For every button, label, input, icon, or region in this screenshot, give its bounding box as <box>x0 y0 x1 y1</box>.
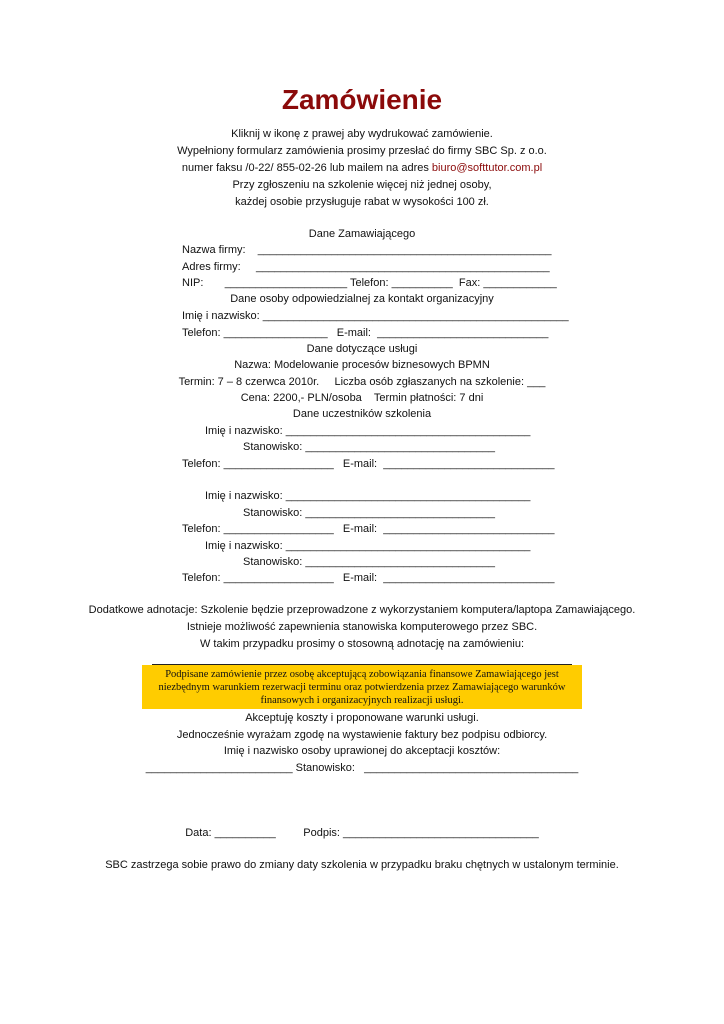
contact-heading: Dane osoby odpowiedzialnej za kontakt organizacyjny <box>230 293 494 305</box>
participant-2-name-field[interactable]: Imię i nazwisko: ________________________________________ <box>205 490 531 502</box>
participant-2-position-field[interactable]: Stanowisko: _______________________________ <box>243 507 496 519</box>
participant-1-name-field[interactable]: Imię i nazwisko: ________________________________________ <box>205 425 531 437</box>
service-name: Nazwa: Modelowanie procesów biznesowych BPMN <box>234 359 490 371</box>
notes-line-3: W takim przypadku prosimy o stosowną adnotację na zamówieniu: <box>199 638 525 650</box>
participant-1-phone-email-row[interactable]: Telefon: __________________ E-mail: ____________________________ <box>182 458 555 470</box>
service-heading: Dane dotyczące usługi <box>306 343 418 355</box>
contact-phone-email-row[interactable]: Telefon: _________________ E-mail: ____________________________ <box>182 327 549 339</box>
nip-phone-fax-row[interactable]: NIP: ____________________ Telefon: __________ Fax: ____________ <box>182 277 557 289</box>
acceptance-line-2: Jednocześnie wyrażam zgodę na wystawienie faktury bez podpisu odbiorcy. <box>176 729 548 741</box>
acceptance-line-1: Akceptuję koszty i proponowane warunki usługi. <box>245 712 479 724</box>
date-signature-row[interactable]: Data: __________ Podpis: ________________________________ <box>185 827 539 839</box>
page-title: Zamówienie <box>281 84 443 115</box>
company-name-field[interactable]: Nazwa firmy: ________________________________________________ <box>182 244 552 256</box>
service-term: Termin: 7 – 8 czerwca 2010r. Liczba osób zgłaszanych na szkolenie: ___ <box>178 376 546 388</box>
intro-line-3 <box>0 161 724 175</box>
intro-line-3-text: numer faksu /0-22/ 855-02-26 lub mailem na adres <box>181 162 432 174</box>
participant-3-position-field[interactable]: Stanowisko: _______________________________ <box>243 556 496 568</box>
acceptance-line-3: Imię i nazwisko osoby uprawionej do akceptacji kosztów: <box>223 745 501 757</box>
client-heading: Dane Zamawiającego <box>308 228 416 240</box>
email-link[interactable]: biuro@softtutor.com.pl <box>431 162 543 174</box>
footer-note: SBC zastrzega sobie prawo do zmiany daty szkolenia w przypadku braku chętnych w ustalonym terminie. <box>105 859 619 871</box>
acceptance-signatory-row[interactable]: ________________________ Stanowisko: ___________________________________ <box>145 762 579 774</box>
banner-line-3: finansowych i organizacyjnych realizacji usługi. <box>260 695 464 706</box>
participants-heading: Dane uczestników szkolenia <box>292 408 432 420</box>
banner-line-1: Podpisane zamówienie przez osobę akceptującą zobowiązania finansowe Zamawiającego jest <box>165 669 559 680</box>
intro-line-5: każdej osobie przysługuje rabat w wysokości 100 zł. <box>235 196 489 208</box>
banner-line-2: niezbędnym warunkiem rezerwacji terminu oraz potwierdzenia przez Zamawiającego warunków <box>158 682 566 693</box>
participant-3-name-field[interactable]: Imię i nazwisko: ________________________________________ <box>205 540 531 552</box>
participant-1-position-field[interactable]: Stanowisko: _______________________________ <box>243 441 496 453</box>
service-price: Cena: 2200,- PLN/osoba Termin płatności: 7 dni <box>240 392 484 404</box>
notes-line-1: Dodatkowe adnotacje: Szkolenie będzie przeprowadzone z wykorzystaniem komputera/laptopa Zamawiającego. <box>88 604 636 616</box>
participant-3-phone-email-row[interactable]: Telefon: __________________ E-mail: ____________________________ <box>182 572 555 584</box>
intro-line-4: Przy zgłoszeniu na szkolenie więcej niż jednej osoby, <box>232 179 492 191</box>
intro-line-1: Kliknij w ikonę z prawej aby wydrukować zamówienie. <box>231 128 493 140</box>
intro-line-2: Wypełniony formularz zamówienia prosimy przesłać do firmy SBC Sp. z o.o. <box>177 145 547 157</box>
contact-name-field[interactable]: Imię i nazwisko: __________________________________________________ <box>182 310 569 322</box>
notes-line-2: Istnieje możliwość zapewnienia stanowiska komputerowego przez SBC. <box>186 621 538 633</box>
participant-2-phone-email-row[interactable]: Telefon: __________________ E-mail: ____________________________ <box>182 523 555 535</box>
company-address-field[interactable]: Adres firmy: ________________________________________________ <box>182 261 550 273</box>
